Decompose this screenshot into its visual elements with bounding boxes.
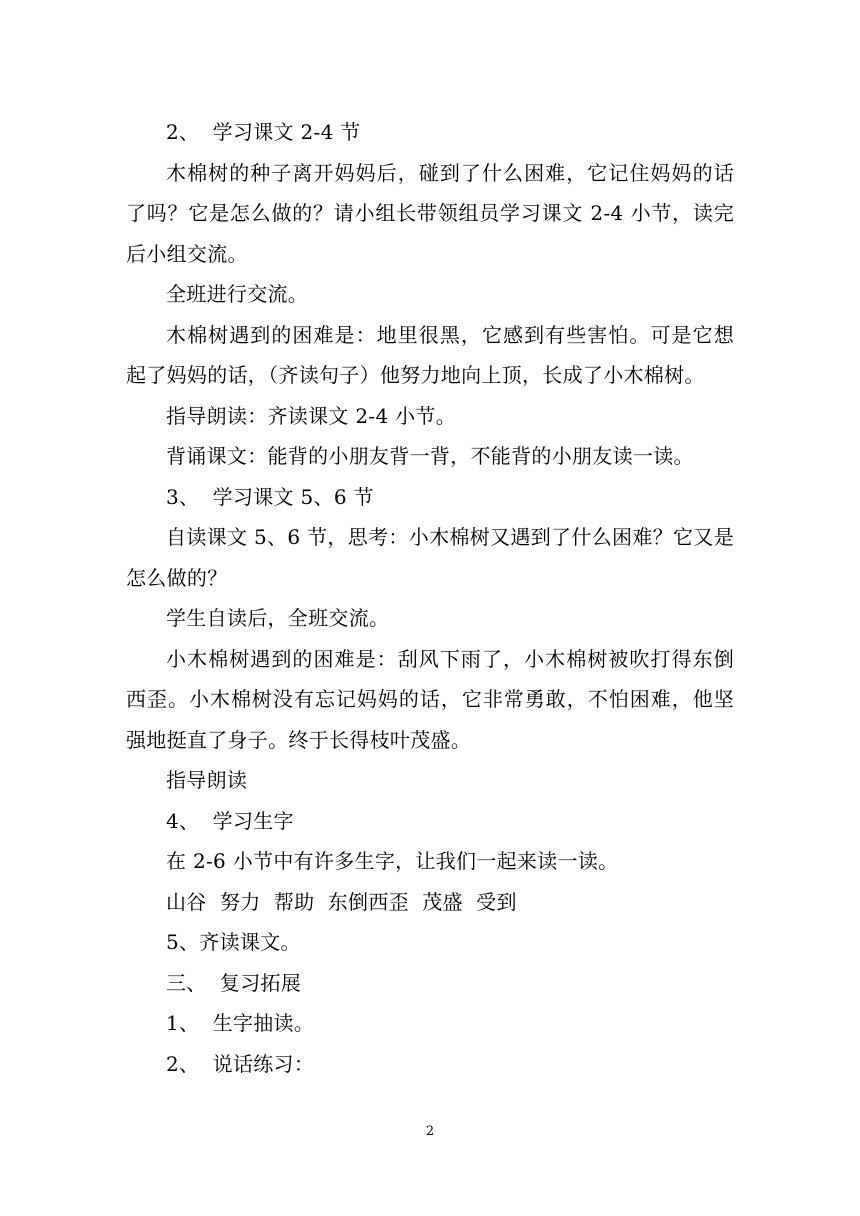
body-paragraph: 自读课文 5、6 节，思考：小木棉树又遇到了什么困难？它又是怎么做的？ — [126, 525, 734, 590]
page-number: 2 — [425, 1124, 435, 1139]
body-paragraph: 指导朗读 — [166, 768, 248, 792]
body-paragraph: 全班进行交流。 — [166, 282, 309, 306]
body-paragraph: 木棉树遇到的困难是：地里很黑，它感到有些害怕。可是它想起了妈妈的话，（齐读句子）他努力地向上顶，长成了小木棉树。 — [126, 322, 734, 387]
body-paragraph: 木棉树的种子离开妈妈后，碰到了什么困难，它记住妈妈的话了吗？它是怎么做的？请小组长带领组员学习课文 2-4 小节，读完后小组交流。 — [126, 160, 734, 266]
part-heading-3: 三、 复习拓展 — [166, 970, 302, 995]
section-heading-3: 3、 学习课文 5、6 节 — [166, 484, 374, 509]
section-heading-5: 5、齐读课文。 — [166, 930, 301, 954]
body-paragraph: 在 2-6 小节中有许多生字，让我们一起来读一读。 — [166, 849, 619, 873]
vocabulary-list: 山谷 努力 帮助 东倒西歪 茂盛 受到 — [166, 889, 517, 914]
body-paragraph: 背诵课文：能背的小朋友背一背，不能背的小朋友读一读。 — [166, 444, 694, 468]
section-heading-2: 2、 学习课文 2-4 节 — [166, 120, 361, 144]
list-item: 2、 说话练习： — [166, 1051, 315, 1076]
list-item: 1、 生字抽读。 — [166, 1011, 315, 1035]
document-body — [126, 112, 734, 1084]
section-heading-4: 4、 学习生字 — [166, 808, 294, 833]
body-paragraph: 小木棉树遇到的困难是：刮风下雨了，小木棉树被吹打得东倒西歪。小木棉树没有忘记妈妈的话，它非常勇敢，不怕困难，他坚强地挺直了身子。终于长得枝叶茂盛。 — [126, 646, 734, 752]
body-paragraph: 指导朗读：齐读课文 2-4 小节。 — [166, 403, 457, 428]
body-paragraph: 学生自读后，全班交流。 — [166, 606, 390, 630]
